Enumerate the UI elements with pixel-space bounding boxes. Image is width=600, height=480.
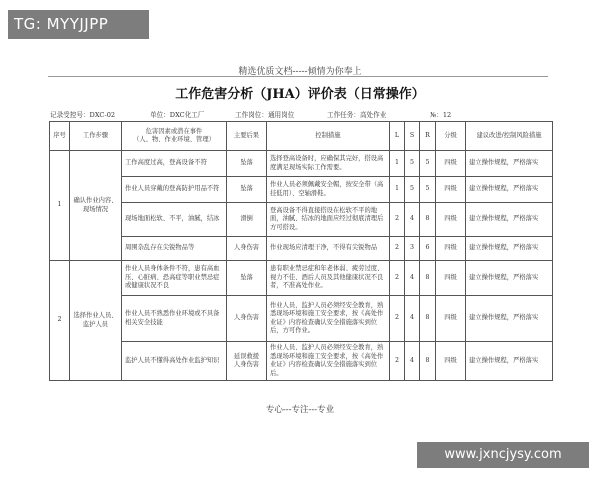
- cell-hazard: 作业人员穿戴的登高防护用品不符: [122, 177, 227, 203]
- cell-r: 6: [420, 237, 436, 261]
- cell-level: 四级: [436, 203, 466, 237]
- cell-r: 5: [420, 151, 436, 177]
- doc-header: 精选优质文档-----倾情为你奉上: [238, 67, 362, 77]
- cell-r: 8: [420, 261, 436, 296]
- cell-r: 8: [420, 296, 436, 342]
- header-divider: [48, 76, 548, 77]
- cell-suggestion: 建立操作规程，严格落实: [466, 151, 553, 177]
- cell-step: 选择作业人员、监护人员: [70, 261, 122, 381]
- cell-seq: 1: [50, 151, 70, 261]
- watermark-top-left: TG: MYYJJPP: [8, 10, 149, 39]
- col-header-consequence: 主要后果: [227, 122, 267, 151]
- cell-consequence: 坠落: [227, 261, 267, 296]
- watermark-bottom-right: www.jxncjysy.com: [417, 442, 589, 468]
- col-header-r: R: [420, 122, 436, 151]
- cell-l: 1: [390, 177, 405, 203]
- table-row: [50, 342, 553, 381]
- cell-s: 5: [405, 177, 420, 203]
- cell-s: 4: [405, 261, 420, 296]
- table-row: [50, 151, 553, 177]
- col-header-suggestion: 建议改进/控制风险措施: [466, 122, 553, 151]
- cell-l: 2: [390, 261, 405, 296]
- cell-consequence: 坠落: [227, 177, 267, 203]
- cell-suggestion: 建立操作规程，严格落实: [466, 261, 553, 296]
- cell-control: 作业现场应清理干净，不得有尖锐物品: [267, 237, 390, 261]
- table-row: [50, 177, 553, 203]
- cell-level: 四级: [436, 151, 466, 177]
- cell-suggestion: 建立操作规程，严格落实: [466, 237, 553, 261]
- cell-step: 确认作业内容、现场情况: [70, 151, 122, 261]
- cell-control: 患有职业禁忌症和年老体弱、疲劳过度、视力不佳、酒后人员及其他健康状况不良者，不准高处作业。: [267, 261, 390, 296]
- cell-r: 5: [420, 177, 436, 203]
- cell-s: 5: [405, 151, 420, 177]
- cell-level: 四级: [436, 296, 466, 342]
- table-header-row: [50, 122, 553, 151]
- cell-level: 四级: [436, 237, 466, 261]
- cell-control: 选择登高设备时，应确保其完好，搭设高度满足现场实际工作需要。: [267, 151, 390, 177]
- col-header-level: 分级: [436, 122, 466, 151]
- page-title: 工作危害分析（JHA）评价表（日常操作）: [175, 87, 425, 102]
- table-row: [50, 237, 553, 261]
- cell-l: 2: [390, 342, 405, 381]
- cell-s: 3: [405, 237, 420, 261]
- table-row: [50, 296, 553, 342]
- col-header-l: L: [390, 122, 405, 151]
- cell-consequence: 人身伤害: [227, 296, 267, 342]
- cell-hazard: 作业人员不熟悉作业环境或不具备相关安全技能: [122, 296, 227, 342]
- cell-level: 四级: [436, 342, 466, 381]
- cell-l: 2: [390, 237, 405, 261]
- cell-hazard: 监护人员不懂得高处作业监护知识: [122, 342, 227, 381]
- cell-suggestion: 建立操作规程，严格落实: [466, 342, 553, 381]
- jha-table: [49, 121, 553, 381]
- table-row: [50, 261, 553, 296]
- cell-consequence: 人身伤害: [227, 237, 267, 261]
- cell-s: 4: [405, 203, 420, 237]
- meta-unit-no: 记录受控号：DXC-02: [50, 111, 116, 119]
- cell-r: 8: [420, 203, 436, 237]
- doc-footer: 专心---专注---专业: [265, 405, 335, 415]
- cell-hazard: 工作高度过高，登高设备不符: [122, 151, 227, 177]
- cell-l: 1: [390, 151, 405, 177]
- cell-l: 2: [390, 296, 405, 342]
- cell-hazard: 作业人员身体条件不符，患有高血压、心脏病、恐高症等职业禁忌症或健康状况不良: [122, 261, 227, 296]
- meta-company: 单位：DXC化工厂: [150, 111, 205, 119]
- col-header-seq: 序号: [50, 122, 70, 151]
- cell-l: 2: [390, 203, 405, 237]
- cell-consequence: 滑倒: [227, 203, 267, 237]
- cell-s: 4: [405, 342, 420, 381]
- cell-seq: 2: [50, 261, 70, 381]
- meta-post: 工作岗位：通用岗位: [235, 111, 295, 119]
- cell-control: 作业人员必须佩戴安全帽，按安全带（高挂低用）、空轴滑鞋。: [267, 177, 390, 203]
- col-header-control: 控制措施: [267, 122, 390, 151]
- meta-number: №：12: [430, 111, 452, 119]
- cell-level: 四级: [436, 261, 466, 296]
- col-header-hazard: 危害因素或潜在事件 （人、物、作业环境、管理）: [122, 122, 227, 151]
- cell-control: 作业人员、监护人员必须经安全教育，熟悉现场环境和施工安全要求，按《高处作业证》内容检查确认安全措施落实到位后。: [267, 342, 390, 381]
- cell-hazard: 周围杂乱存在尖锐物品等: [122, 237, 227, 261]
- cell-s: 4: [405, 296, 420, 342]
- table-row: [50, 203, 553, 237]
- meta-task: 工作任务：高处作业: [327, 111, 387, 119]
- cell-consequence: 延误救援 人身伤害: [227, 342, 267, 381]
- cell-suggestion: 建立操作规程，严格落实: [466, 203, 553, 237]
- cell-level: 四级: [436, 177, 466, 203]
- cell-control: 作业人员、监护人员必须经安全教育，熟悉现场环境和施工安全要求，按《高处作业证》内容检查确认安全措施落实到位后，方可作业。: [267, 296, 390, 342]
- cell-control: 登高设备不得直接搭设在松软不平的地面，油腻、结冰的地面应经过彻底清理后方可搭设。: [267, 203, 390, 237]
- col-header-step: 工作步骤: [70, 122, 122, 151]
- cell-r: 8: [420, 342, 436, 381]
- cell-suggestion: 建立操作规程，严格落实: [466, 296, 553, 342]
- col-header-s: S: [405, 122, 420, 151]
- cell-hazard: 现场地面松软、不平，油腻，结冰: [122, 203, 227, 237]
- cell-suggestion: 建立操作规程，严格落实: [466, 177, 553, 203]
- cell-consequence: 坠落: [227, 151, 267, 177]
